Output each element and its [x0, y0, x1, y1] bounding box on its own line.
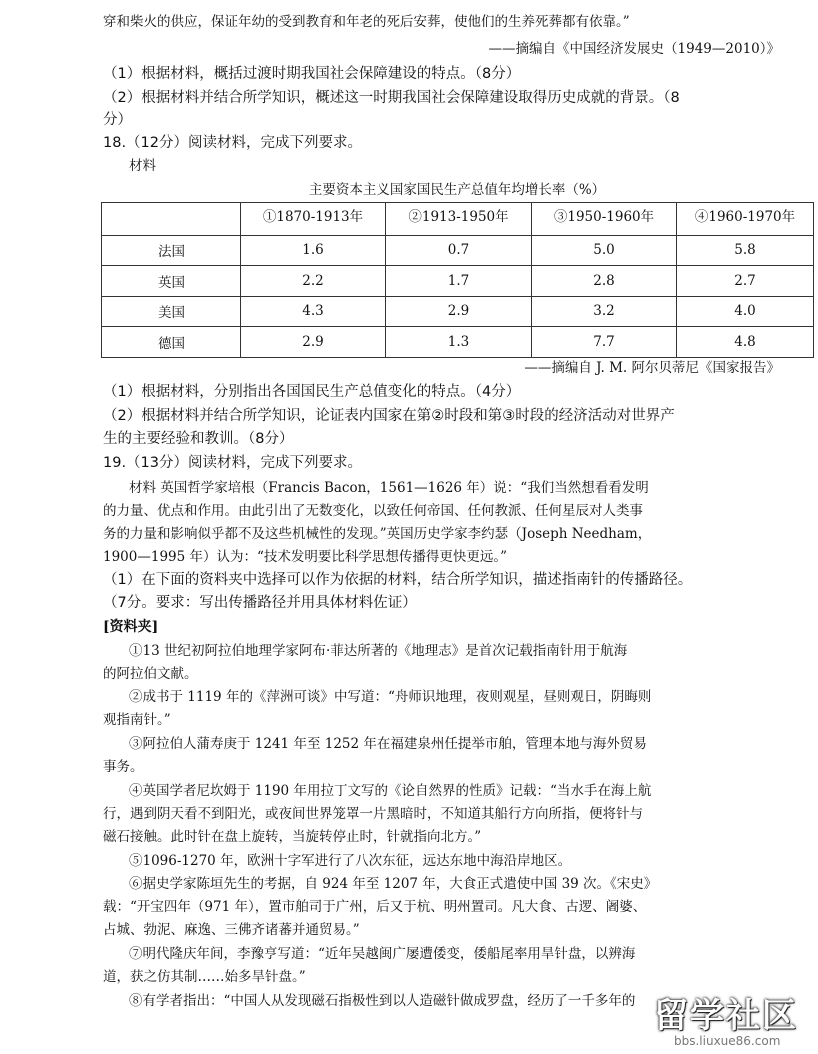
value-cell: 1.3 — [386, 327, 532, 358]
folder-item: 磁石接触。此时针在盘上旋转，当旋转停止时，针就指向北方。” — [103, 829, 482, 845]
folder-item: 事务。 — [103, 759, 144, 775]
value-cell: 2.2 — [241, 266, 386, 297]
folder-item: 行，遇到阴天看不到阳光，或夜间世界笼罩一片黑暗时，不知道其船行方向所指，便将针与 — [103, 806, 643, 822]
folder-item: ④英国学者尼坎姆于 1190 年用拉丁文写的《论自然界的性质》记载：“当水手在海上航 — [129, 783, 652, 799]
value-cell: 2.8 — [532, 266, 677, 297]
source-citation: ——摘编自 J. M. 阿尔贝蒂尼《国家报告》 — [524, 360, 780, 376]
table-title: 主要资本主义国家国民生产总值年均增长率（%） — [308, 182, 606, 198]
country-cell: 德国 — [102, 327, 241, 358]
value-cell: 7.7 — [532, 327, 677, 358]
folder-item: 观指南针。” — [103, 712, 171, 728]
table-row — [102, 296, 814, 327]
table-row — [102, 327, 814, 358]
value-cell: 1.6 — [241, 235, 386, 266]
table-header-cell: ③1950-1960年 — [532, 203, 677, 236]
value-cell: 2.7 — [677, 266, 814, 297]
value-cell: 4.0 — [677, 296, 814, 327]
question-18-heading: 18.（12分）阅读材料，完成下列要求。 — [103, 135, 363, 151]
material-label: 材料 — [129, 158, 156, 174]
gnp-growth-table — [101, 202, 814, 358]
watermark-url: bbs.liuxue86.com — [674, 1034, 781, 1048]
value-cell: 5.0 — [532, 235, 677, 266]
value-cell: 4.8 — [677, 327, 814, 358]
table-row — [102, 266, 814, 297]
folder-item: 载：“开宝四年（971 年），置市舶司于广州，后又于杭、明州置司。凡大食、古逻、阇婆、 — [103, 899, 647, 915]
question-19-heading: 19.（13分）阅读材料，完成下列要求。 — [103, 455, 363, 471]
material-text: 务的力量和影响似乎都不及这些机械性的发现。”英国历史学家李约瑟（Joseph Needham， — [103, 526, 652, 542]
table-header-cell: ②1913-1950年 — [386, 203, 532, 236]
folder-heading: [资料夹] — [103, 619, 159, 635]
site-watermark — [640, 984, 818, 1054]
value-cell: 2.9 — [241, 327, 386, 358]
question-line: 生的主要经验和教训。（8分） — [103, 431, 294, 447]
country-cell: 美国 — [102, 296, 241, 327]
folder-item: ⑦明代隆庆年间，李豫亨写道：“近年吴越闽广屡遭倭变，倭船尾率用旱针盘，以辨海 — [129, 946, 636, 962]
folder-item: ③阿拉伯人蒲寿庚于 1241 年至 1252 年在福建泉州任提举市舶，管理本地与海外贸易 — [129, 736, 647, 752]
country-cell: 法国 — [102, 235, 241, 266]
folder-item: ②成书于 1119 年的《萍洲可谈》中写道：“舟师识地理，夜则观星，昼则观日，阴晦则 — [129, 689, 652, 705]
table-header-cell: ④1960-1970年 — [677, 203, 814, 236]
table-header-cell: ①1870-1913年 — [241, 203, 386, 236]
folder-item: ⑤1096-1270 年，欧洲十字军进行了八次东征，远达东地中海沿岸地区。 — [129, 853, 572, 869]
folder-item: ⑧有学者指出：“中国人从发现磁石指极性到以人造磁针做成罗盘，经历了一千多年的 — [129, 993, 636, 1009]
value-cell: 1.7 — [386, 266, 532, 297]
table-header-row — [102, 203, 814, 236]
folder-item: 占城、勃泥、麻逸、三佛齐诸蕃并通贸易。” — [103, 922, 360, 938]
value-cell: 4.3 — [241, 296, 386, 327]
question-line: （7分。要求：写出传播路径并用具体材料佐证） — [103, 595, 417, 611]
folder-item: 的阿拉伯文献。 — [103, 666, 198, 682]
country-cell: 英国 — [102, 266, 241, 297]
value-cell: 2.9 — [386, 296, 532, 327]
question-line: 分） — [103, 112, 132, 128]
value-cell: 5.8 — [677, 235, 814, 266]
folder-item: ①13 世纪初阿拉伯地理学家阿布·菲达所著的《地理志》是首次记载指南针用于航海 — [129, 643, 628, 659]
value-cell: 3.2 — [532, 296, 677, 327]
text-line: 穿和柴火的供应，保证年幼的受到教育和年老的死后安葬，使他们的生养死葬都有依靠。” — [103, 14, 630, 30]
question-line: （2）根据材料并结合所学知识，概述这一时期我国社会保障建设取得历史成就的背景。（8 — [103, 90, 680, 106]
question-line: （1）在下面的资料夹中选择可以作为依据的材料，结合所学知识，描述指南针的传播路径。 — [103, 572, 693, 588]
folder-item: ⑥据史学家陈垣先生的考据，自 924 年至 1207 年，大食正式遣使中国 39 次。《宋史》 — [129, 876, 658, 892]
table-row — [102, 235, 814, 266]
folder-item: 道，获之仿其制……始多旱针盘。” — [103, 969, 306, 985]
question-line: （1）根据材料，分别指出各国国民生产总值变化的特点。（4分） — [103, 384, 521, 400]
watermark-brand: 留学社区 — [654, 996, 798, 1036]
material-text: 1900—1995 年）认为：“技术发明要比科学思想传播得更快更远。” — [103, 549, 508, 565]
question-line: （1）根据材料，概括过渡时期我国社会保障建设的特点。（8分） — [103, 66, 521, 82]
table-header-cell — [102, 203, 241, 236]
material-text: 的力量、优点和作用。由此引出了无数变化，以致任何帝国、任何教派、任何星辰对人类事 — [103, 503, 643, 519]
value-cell: 0.7 — [386, 235, 532, 266]
source-citation: ——摘编自《中国经济发展史（1949—2010）》 — [488, 41, 780, 57]
question-line: （2）根据材料并结合所学知识，论证表内国家在第②时段和第③时段的经济活动对世界产 — [103, 408, 675, 424]
material-text: 材料 英国哲学家培根（Francis Bacon，1561—1626 年）说：“我们当然想看看发明 — [129, 480, 649, 496]
